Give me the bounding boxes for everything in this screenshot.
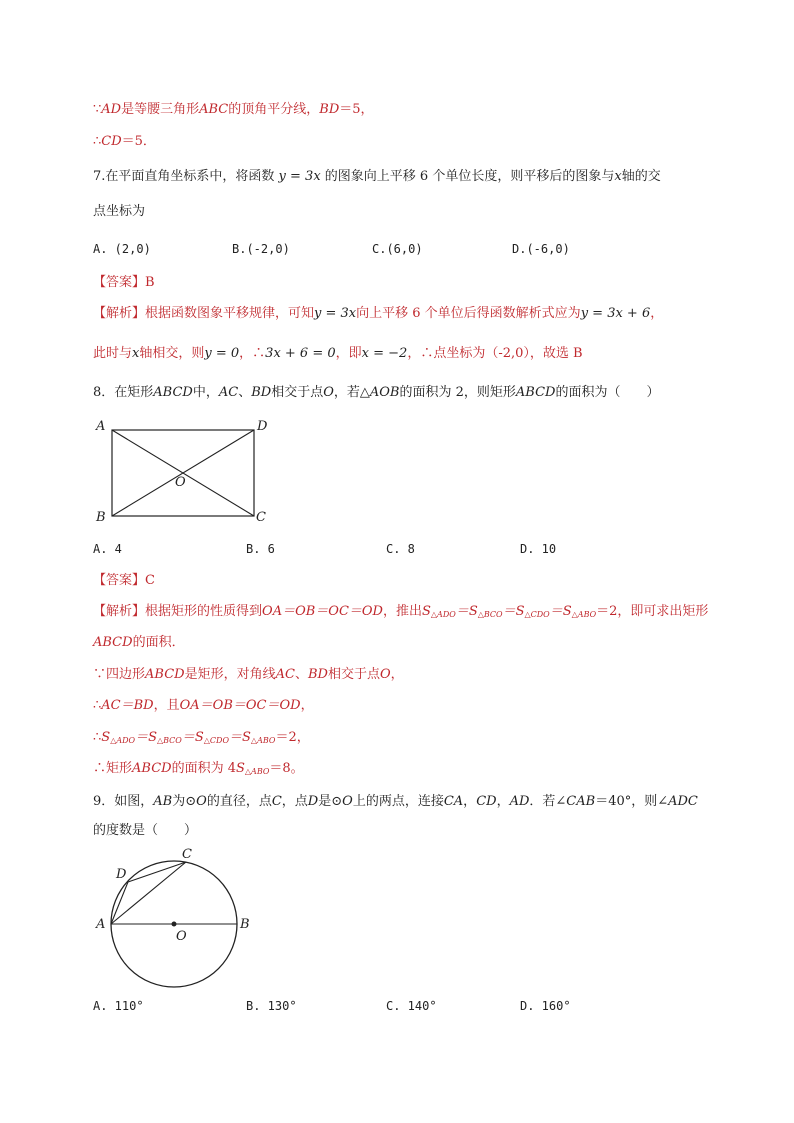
- label-b: B: [96, 510, 106, 525]
- q8-step-3: [93, 729, 310, 750]
- text: 7.在平面直角坐标系中，将函数: [93, 169, 275, 184]
- label-d: D: [257, 419, 268, 434]
- subscript: △ABO: [244, 767, 270, 776]
- text: 相交于点: [271, 385, 324, 400]
- angle-cab: CAB: [566, 794, 596, 809]
- segment-bd: BD: [319, 102, 340, 117]
- formula: AC＝BD: [101, 698, 154, 713]
- segment-ac: AC: [275, 667, 295, 682]
- because-symbol: ∵: [93, 102, 102, 117]
- formula: ＝S: [181, 730, 204, 745]
- text: ．若∠: [529, 794, 567, 809]
- q9-option-a[interactable]: A. 110°: [93, 999, 144, 1013]
- text: ，∴: [239, 346, 266, 361]
- text: 中，: [192, 385, 219, 400]
- therefore-symbol: ∴: [93, 134, 102, 149]
- text: 9．如图，: [93, 794, 154, 809]
- point-o: O: [379, 667, 391, 682]
- q7-option-b[interactable]: B.(-2,0): [232, 242, 290, 256]
- point-o: O: [323, 385, 334, 400]
- subscript: △ABO: [250, 736, 276, 745]
- formula: S: [422, 604, 431, 619]
- text: ，: [390, 667, 404, 682]
- q7-answer: [93, 274, 155, 292]
- text: ，: [463, 794, 477, 809]
- text: ＝5．: [121, 134, 156, 149]
- subscript: △CDO: [203, 736, 230, 745]
- text: 、: [294, 667, 308, 682]
- text: 的面积为 2，则矩形: [399, 385, 516, 400]
- subscript: △CDO: [524, 610, 550, 619]
- text: 8．在矩形: [93, 385, 154, 400]
- q8-option-d[interactable]: D. 10: [520, 542, 557, 556]
- q7-analysis-line-1: [93, 305, 663, 323]
- rect-abcd: ABCD: [93, 635, 133, 650]
- text: 点坐标为: [93, 204, 146, 219]
- formula: x = −2: [361, 346, 408, 361]
- formula: y = 3x: [278, 169, 321, 184]
- answer-value: B: [145, 275, 155, 290]
- point-o: O: [196, 794, 207, 809]
- text: 向上平移 6 个单位后得函数解析式应为: [356, 306, 581, 321]
- analysis-label: 【解析】: [93, 306, 146, 321]
- segment-ad: AD: [509, 794, 530, 809]
- q8-answer: [93, 572, 155, 590]
- q9-option-c[interactable]: C. 140°: [386, 999, 437, 1013]
- text: ∵四边形: [93, 667, 146, 682]
- formula: ＝S: [229, 730, 251, 745]
- label-b: B: [240, 917, 250, 932]
- text: ＝5，: [339, 102, 374, 117]
- answer-value: C: [145, 573, 155, 588]
- text: 的图象向上平移 6 个单位长度，则平移后的图象与: [324, 169, 615, 184]
- formula: ＝S: [135, 730, 157, 745]
- text: ，且: [153, 698, 180, 713]
- formula: ＝S: [549, 604, 572, 619]
- text: 的直径，点: [206, 794, 272, 809]
- segment-ab: AB: [153, 794, 173, 809]
- q7-option-c[interactable]: C.(6,0): [372, 242, 423, 256]
- intro-line-2: [93, 133, 156, 151]
- text: ∴: [93, 698, 102, 713]
- label-a: A: [96, 419, 106, 434]
- answer-label: 【答案】: [93, 275, 146, 290]
- formula: OA＝OB＝OC＝OD: [179, 698, 301, 713]
- text: 轴相交，则: [139, 346, 205, 361]
- text: 是等腰三角形: [121, 102, 200, 117]
- answer-label: 【答案】: [93, 573, 146, 588]
- label-c: C: [182, 847, 192, 862]
- center-dot: [172, 922, 177, 927]
- text: 是⊙: [318, 794, 343, 809]
- q8-step-4: [93, 760, 304, 781]
- rect-abcd: ABCD: [153, 385, 193, 400]
- text: ，: [650, 306, 664, 321]
- formula: y = 3x: [314, 306, 357, 321]
- q8-option-a[interactable]: A. 4: [93, 542, 122, 556]
- q7-stem-line-2: [93, 203, 145, 221]
- angle-adc: ADC: [668, 794, 698, 809]
- formula: ＝S: [502, 604, 525, 619]
- label-d: D: [116, 867, 127, 882]
- formula: 3x + 6 = 0: [265, 346, 336, 361]
- label-o: O: [176, 929, 187, 944]
- text: ，即: [335, 346, 362, 361]
- text: 上的两点，连接: [352, 794, 444, 809]
- chord-ad: [111, 882, 128, 924]
- q9-option-d[interactable]: D. 160°: [520, 999, 571, 1013]
- text: 的面积为（ ）: [555, 385, 660, 400]
- q7-analysis-line-2: [93, 345, 583, 363]
- text: 根据矩形的性质得到: [145, 604, 263, 619]
- subscript: △ADO: [110, 736, 136, 745]
- q7-stem-line-1: [93, 168, 661, 186]
- formula: y = 0: [204, 346, 240, 361]
- text: ，∴点坐标为（-2,0），故选 B: [407, 346, 583, 361]
- q8-option-b[interactable]: B. 6: [246, 542, 275, 556]
- q8-step-2: [93, 697, 314, 715]
- subscript: △ABO: [571, 610, 597, 619]
- segment-cd: CD: [101, 134, 122, 149]
- triangle-aob: AOB: [369, 385, 400, 400]
- text: ＝8。: [269, 761, 304, 776]
- text: 的面积为 4: [171, 761, 236, 776]
- text: 轴的交: [621, 169, 661, 184]
- text: 根据函数图象平移规律，可知: [145, 306, 315, 321]
- point-d: D: [307, 794, 319, 809]
- circle-figure: [90, 840, 265, 995]
- point-c: C: [271, 794, 282, 809]
- triangle-abc: ABC: [199, 102, 229, 117]
- text: 此时与: [93, 346, 133, 361]
- text: ∴矩形: [93, 761, 133, 776]
- rect-abcd: ABCD: [132, 761, 172, 776]
- text: ，点: [281, 794, 308, 809]
- q7-option-a[interactable]: A. (2,0): [93, 242, 151, 256]
- var-x: x: [132, 346, 140, 361]
- text: 的度数是（ ）: [93, 823, 198, 838]
- label-a: A: [96, 917, 106, 932]
- rect-abcd: ABCD: [515, 385, 556, 400]
- text: 的顶角平分线，: [228, 102, 320, 117]
- text: ∴: [93, 730, 102, 745]
- segment-ac: AC: [218, 385, 239, 400]
- text: ＝2，即可求出矩形: [596, 604, 709, 619]
- q8-step-1: [93, 666, 404, 684]
- q9-option-b[interactable]: B. 130°: [246, 999, 297, 1013]
- formula: S: [101, 730, 111, 745]
- segment-ad: AD: [101, 102, 122, 117]
- formula: ＝S: [455, 604, 478, 619]
- segment-ca: CA: [443, 794, 464, 809]
- q8-stem: [93, 384, 659, 402]
- subscript: △BCO: [157, 736, 182, 745]
- text: 为⊙: [172, 794, 197, 809]
- var-x: x: [614, 169, 622, 184]
- text: ＝2，: [275, 730, 310, 745]
- q9-stem-line-2: [93, 822, 197, 840]
- intro-line-1: [93, 101, 374, 119]
- text: ，推出: [382, 604, 422, 619]
- q7-option-d[interactable]: D.(-6,0): [512, 242, 570, 256]
- text: ，: [496, 794, 510, 809]
- segment-bd: BD: [307, 667, 328, 682]
- subscript: △ADO: [430, 610, 456, 619]
- segment-bd: BD: [251, 385, 272, 400]
- analysis-label: 【解析】: [93, 604, 146, 619]
- label-o: O: [175, 475, 186, 490]
- point-o: O: [342, 794, 353, 809]
- rect-abcd: ABCD: [145, 667, 185, 682]
- formula: OA＝OB＝OC＝OD: [262, 604, 383, 619]
- q8-option-c[interactable]: C. 8: [386, 542, 415, 556]
- formula: S: [235, 761, 245, 776]
- text: ＝40°，则∠: [595, 794, 669, 809]
- segment-cd: CD: [476, 794, 497, 809]
- label-c: C: [256, 510, 266, 525]
- rectangle-figure: [92, 415, 282, 527]
- formula: y = 3x + 6: [580, 306, 651, 321]
- q8-analysis-line-2: [93, 634, 185, 652]
- text: ，: [300, 698, 314, 713]
- text: ，若△: [333, 385, 370, 400]
- chord-dc: [128, 862, 186, 882]
- text: 、: [238, 385, 252, 400]
- text: 是矩形，对角线: [184, 667, 276, 682]
- text: 相交于点: [327, 667, 380, 682]
- q9-stem-line-1: [93, 793, 698, 811]
- q8-analysis-line-1: [93, 603, 708, 624]
- text: 的面积．: [132, 635, 185, 650]
- subscript: △BCO: [477, 610, 503, 619]
